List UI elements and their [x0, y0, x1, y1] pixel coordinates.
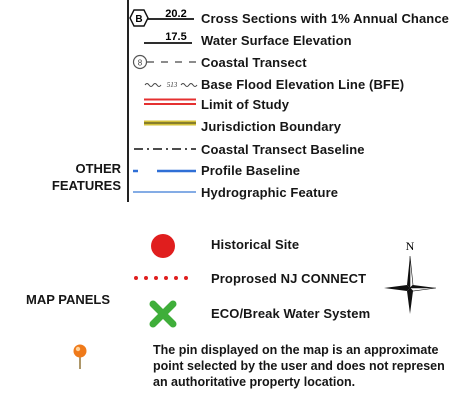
eco-break-water-icon	[146, 297, 180, 331]
legend-label-nj-connect: Proprosed NJ CONNECT	[211, 271, 367, 286]
legend-label-cross-sections: Cross Sections with 1% Annual Chance	[201, 11, 450, 26]
water-surface-symbol	[140, 30, 196, 50]
legend-label-water-surface: Water Surface Elevation	[201, 33, 352, 48]
pin-disclaimer-line2: point selected by the user and does not represen	[153, 359, 445, 373]
nj-connect-dotted-icon	[133, 273, 193, 283]
historical-site-icon	[148, 231, 178, 261]
other-features-line2: FEATURES	[51, 178, 121, 193]
legend-label-limit-of-study: Limit of Study	[201, 97, 290, 112]
north-arrow-icon	[380, 238, 440, 316]
cross-section-symbol	[124, 6, 194, 30]
limit-of-study-symbol	[144, 96, 198, 110]
north-arrow-label: N	[405, 239, 415, 253]
pin-disclaimer-line1: The pin displayed on the map is an approximate	[153, 343, 439, 357]
coastal-baseline-symbol	[134, 142, 198, 156]
bfe-symbol	[144, 76, 198, 92]
legend-label-historical-site: Historical Site	[211, 237, 300, 252]
coastal-transect-symbol	[130, 52, 198, 72]
legend-label-eco-break-water: ECO/Break Water System	[211, 306, 371, 321]
legend-label-profile-baseline: Profile Baseline	[201, 163, 301, 178]
water-surface-value: 17.5	[165, 31, 187, 43]
cross-section-value: 20.2	[165, 8, 187, 20]
legend-label-coastal-transect: Coastal Transect	[201, 55, 307, 70]
legend-label-coastal-baseline: Coastal Transect Baseline	[201, 142, 365, 157]
profile-baseline-symbol	[133, 164, 198, 178]
pin-disclaimer	[153, 342, 445, 390]
cross-section-hex-label: B	[135, 14, 143, 25]
legend-label-jurisdiction: Jurisdiction Boundary	[201, 119, 342, 134]
jurisdiction-boundary-symbol	[144, 118, 198, 132]
legend-label-bfe: Base Flood Elevation Line (BFE)	[201, 77, 405, 92]
coastal-transect-circle-label: 8	[137, 58, 143, 68]
pin-disclaimer-line3: an authoritative property location.	[153, 375, 356, 389]
other-features-line1: OTHER	[75, 161, 121, 176]
legend-label-hydrographic: Hydrographic Feature	[201, 185, 339, 200]
map-panels-heading: MAP PANELS	[26, 292, 111, 307]
hydrographic-symbol	[133, 187, 198, 197]
legend-divider	[127, 0, 129, 202]
other-features-heading	[52, 160, 121, 194]
bfe-value: 513	[166, 81, 178, 89]
location-pin-icon	[71, 343, 89, 371]
